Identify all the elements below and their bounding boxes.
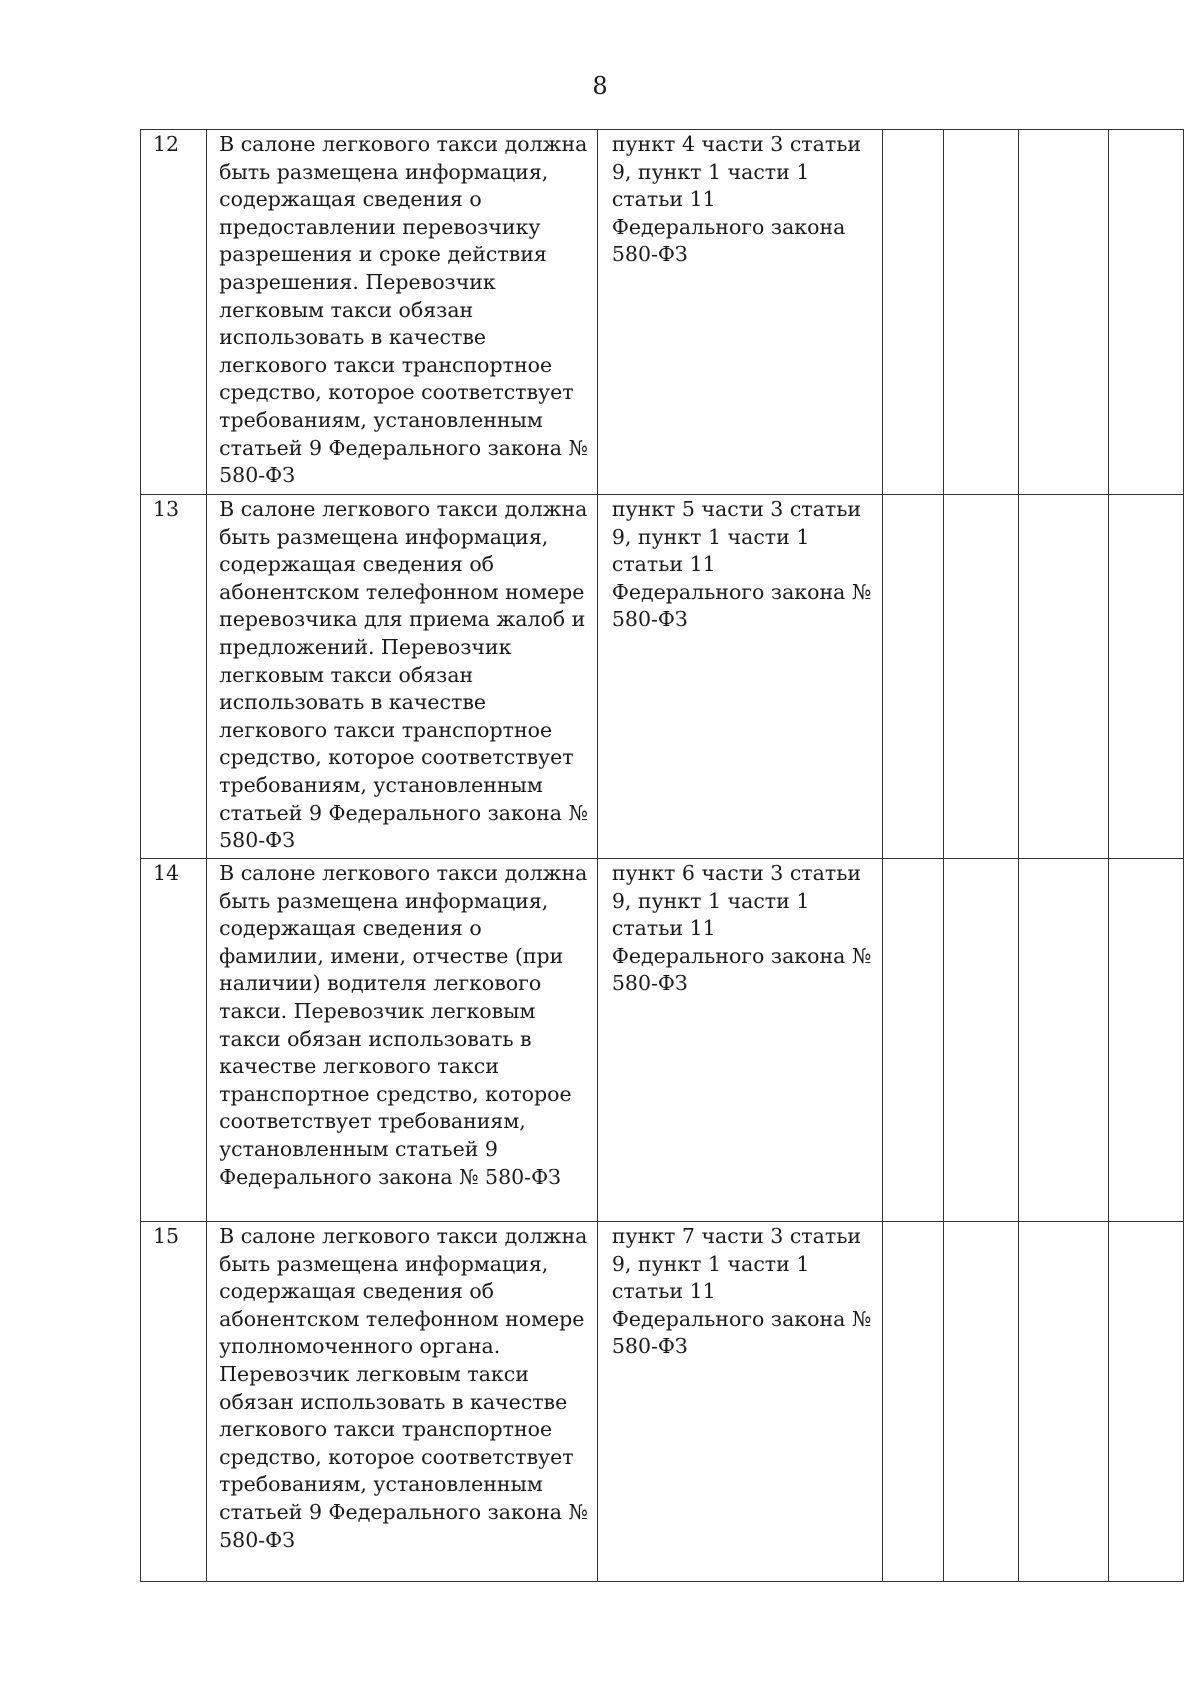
empty-cell [943, 130, 1018, 495]
empty-cell [1108, 859, 1183, 1222]
requirement-text: В салоне легкового такси должна быть размещена информация, содержащая сведения об абонентском телефонном номере уполномоченного органа. Перевозчик легковым такси обязан использовать в качестве легкового такси транспортное средство, которое соответствует требованиям, установленным статьей 9 Федерального закона № 580-ФЗ [219, 1224, 588, 1552]
legal-reference-text: пункт 6 части 3 статьи 9, пункт 1 части 1 статьи 11 Федерального закона № 580-ФЗ [611, 861, 872, 996]
row-number: 15 [153, 1224, 180, 1248]
requirement-text: В салоне легкового такси должна быть размещена информация, содержащая сведения о фамилии, имени, отчестве (при наличии) водителя легкового такси. Перевозчик легковым такси обязан использовать в качестве легкового такси транспортное средство, которое соответствует требованиям, установленным статьей 9 Федерального закона № 580-ФЗ [219, 861, 588, 1189]
page-number: 8 [592, 72, 608, 100]
table-row [141, 1222, 1184, 1582]
legal-reference-text: пункт 5 части 3 статьи 9, пункт 1 части 1 статьи 11 Федерального закона № 580-ФЗ [611, 497, 872, 632]
legal-reference-cell [597, 495, 883, 859]
table-row [141, 130, 1184, 495]
legal-reference-text: пункт 7 части 3 статьи 9, пункт 1 части 1 статьи 11 Федерального закона № 580-ФЗ [611, 1224, 872, 1359]
empty-cell [943, 1222, 1018, 1582]
empty-cell [1018, 1222, 1108, 1582]
row-number-cell [141, 495, 207, 859]
empty-cell [1018, 130, 1108, 495]
empty-cell [1108, 495, 1183, 859]
requirement-cell [207, 1222, 598, 1582]
row-number-cell [141, 859, 207, 1222]
legal-reference-text: пункт 4 части 3 статьи 9, пункт 1 части 1 статьи 11 Федерального закона 580-ФЗ [611, 132, 862, 267]
empty-cell [883, 1222, 943, 1582]
table-row [141, 859, 1184, 1222]
requirements-table [140, 129, 1184, 1582]
requirement-text: В салоне легкового такси должна быть размещена информация, содержащая сведения о предоставлении перевозчику разрешения и сроке действия разрешения. Перевозчик легковым такси обязан использовать в качестве легкового такси транспортное средство, которое соответствует требованиям, установленным статьей 9 Федерального закона № 580-ФЗ [219, 132, 588, 488]
row-number-cell [141, 130, 207, 495]
row-number: 14 [153, 861, 180, 885]
empty-cell [943, 859, 1018, 1222]
requirement-cell [207, 130, 598, 495]
empty-cell [1018, 495, 1108, 859]
requirement-cell [207, 495, 598, 859]
requirement-text: В салоне легкового такси должна быть размещена информация, содержащая сведения об абонентском телефонном номере перевозчика для приема жалоб и предложений. Перевозчик легковым такси обязан использовать в качестве легкового такси транспортное средство, которое соответствует требованиям, установленным статьей 9 Федерального закона № 580-ФЗ [219, 497, 588, 853]
empty-cell [1108, 1222, 1183, 1582]
empty-cell [883, 859, 943, 1222]
requirement-cell [207, 859, 598, 1222]
empty-cell [1108, 130, 1183, 495]
table-row [141, 495, 1184, 859]
empty-cell [883, 495, 943, 859]
legal-reference-cell [597, 130, 883, 495]
legal-reference-cell [597, 1222, 883, 1582]
row-number: 13 [153, 497, 180, 521]
legal-reference-cell [597, 859, 883, 1222]
empty-cell [883, 130, 943, 495]
empty-cell [1018, 859, 1108, 1222]
row-number-cell [141, 1222, 207, 1582]
row-number: 12 [153, 132, 180, 156]
empty-cell [943, 495, 1018, 859]
